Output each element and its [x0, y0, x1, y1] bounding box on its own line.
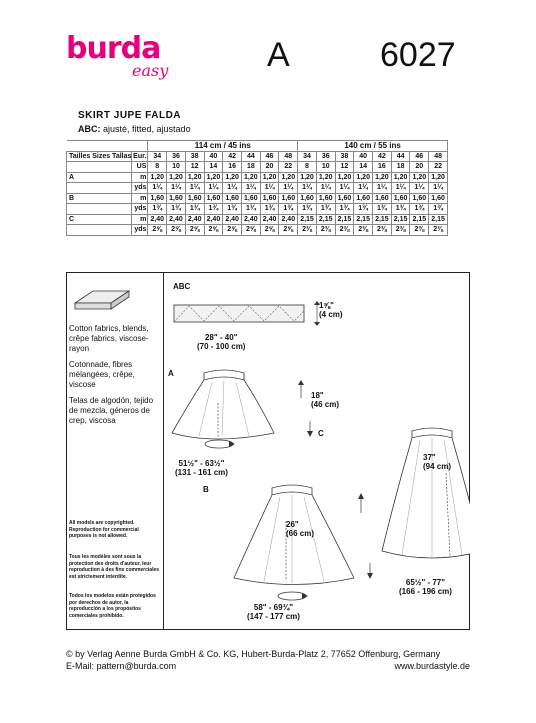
garment-subtitle [78, 124, 191, 134]
yardage-yds: 1¼ [354, 183, 373, 194]
yardage-yds: 1¼ [185, 183, 204, 194]
copyright-en: All models are copyrighted. Reproduction for commercial purposes is not allowed. [69, 520, 139, 539]
yardage-m: 1,20 [204, 172, 223, 183]
us-size: 8 [148, 162, 167, 173]
waistband-drawing [174, 301, 320, 326]
eur-size: 48 [279, 151, 298, 162]
pattern-letter: A [267, 36, 290, 74]
copyright-es: Todos los modelos están protegidos por derechos de autor, la reproducción a los propósitos comerciales prohibido. [69, 593, 156, 619]
fabric-suggestion-fr: Cotonnade, fibres mélangées, crêpe, viscose [69, 360, 135, 389]
yardage-m: 1,60 [373, 193, 392, 204]
yardage-m: 1,20 [167, 172, 186, 183]
yardage-yds: 1¼ [429, 183, 448, 194]
us-size: 12 [185, 162, 204, 173]
us-size: 16 [373, 162, 392, 173]
yardage-yds: 1¾ [391, 204, 410, 215]
yardage-m: 2,40 [167, 214, 186, 225]
a-length-in: 18" [311, 391, 324, 400]
a-hem-in: 51½" - 63½" [178, 459, 225, 468]
yardage-yds: 1¾ [279, 204, 298, 215]
yardage-yds: 2⅝ [260, 225, 279, 236]
fabric-suggestion-en: Cotton fabrics, blends, crêpe fabrics, viscose-rayon [69, 324, 149, 353]
yardage-m: 1,20 [429, 172, 448, 183]
garment-title: SKIRT JUPE FALDA [78, 110, 182, 121]
unit-m: m [132, 193, 148, 204]
copyright-fr: Tous les modèles sont sous la protection des droits d'auteur, leur reproduction à des fins commerciales est strictement interdite. [69, 554, 160, 580]
yardage-m: 1,20 [260, 172, 279, 183]
waistband-length-cm: (70 - 100 cm) [197, 342, 246, 351]
publisher-line: © by Verlag Aenne Burda GmbH & Co. KG, Hubert-Burda-Platz 2, 77652 Offenburg, Germany [66, 649, 441, 659]
email-line: E-Mail: pattern@burda.com [66, 661, 177, 671]
yardage-yds: 1¾ [223, 204, 242, 215]
table-cell [67, 162, 132, 173]
yardage-m: 1,60 [279, 193, 298, 204]
yardage-yds: 1¾ [204, 204, 223, 215]
view-label: C [67, 214, 132, 225]
unit-yds: yds [132, 183, 148, 194]
us-size: 22 [279, 162, 298, 173]
eur-size: 44 [241, 151, 260, 162]
yardage-yds: 1¾ [373, 204, 392, 215]
yardage-yds: 1¼ [260, 183, 279, 194]
us-size: 20 [260, 162, 279, 173]
table-corner [132, 141, 148, 152]
unit-m: m [132, 172, 148, 183]
yardage-yds: 1¾ [316, 204, 335, 215]
yardage-yds: 1¼ [391, 183, 410, 194]
yardage-m: 1,60 [316, 193, 335, 204]
brand-name: burda [66, 31, 161, 66]
pattern-number: 6027 [380, 36, 456, 74]
table-cell [67, 225, 132, 236]
c-length-in: 37" [423, 453, 436, 462]
yardage-m: 1,60 [204, 193, 223, 204]
yardage-yds: 2⅝ [279, 225, 298, 236]
yardage-m: 2,40 [260, 214, 279, 225]
yardage-yds: 1¾ [298, 204, 317, 215]
yardage-yds: 2⅝ [148, 225, 167, 236]
yardage-yds: 1¼ [167, 183, 186, 194]
yardage-m: 1,60 [223, 193, 242, 204]
yardage-yds: 2⅝ [204, 225, 223, 236]
eur-size: 36 [316, 151, 335, 162]
waistband-height-in: 1⅝" [319, 301, 334, 310]
us-size: 14 [354, 162, 373, 173]
yardage-m: 1,60 [354, 193, 373, 204]
view-c-label: C [318, 429, 324, 438]
fabric-icon [71, 277, 133, 315]
yardage-m: 1,60 [241, 193, 260, 204]
yardage-yds: 2⅜ [335, 225, 354, 236]
b-hem-cm: (147 - 177 cm) [247, 612, 300, 621]
yardage-yds: 1¼ [335, 183, 354, 194]
yardage-m: 1,20 [354, 172, 373, 183]
technical-drawing [164, 273, 470, 629]
b-length-cm: (66 cm) [286, 529, 315, 538]
yardage-row-yds [67, 183, 448, 194]
unit-m: m [132, 214, 148, 225]
us-size: 12 [335, 162, 354, 173]
diagram-panel [66, 272, 470, 630]
a-hem-width [175, 459, 228, 477]
yardage-m: 1,20 [223, 172, 242, 183]
yardage-m: 1,60 [298, 193, 317, 204]
eur-size: 42 [223, 151, 242, 162]
yardage-yds: 1¼ [204, 183, 223, 194]
view-label: B [67, 193, 132, 204]
view-b-label: B [203, 485, 209, 494]
us-size: 16 [223, 162, 242, 173]
yardage-m: 1,60 [391, 193, 410, 204]
eur-size: 44 [391, 151, 410, 162]
yardage-yds: 1¾ [185, 204, 204, 215]
yardage-m: 1,20 [279, 172, 298, 183]
yardage-m: 2,15 [316, 214, 335, 225]
eur-size-row [67, 151, 448, 162]
yardage-m: 2,15 [354, 214, 373, 225]
skirt-c-drawing [382, 428, 470, 558]
table-cell [67, 204, 132, 215]
yardage-yds: 1¼ [410, 183, 429, 194]
us-size: 20 [410, 162, 429, 173]
yardage-yds: 2⅜ [354, 225, 373, 236]
unit-yds: yds [132, 204, 148, 215]
view-abc-label: ABC [173, 282, 191, 291]
fabric-width-114: 114 cm / 45 ins [148, 141, 298, 152]
eur-size: 40 [204, 151, 223, 162]
b-length-in: 26" [286, 520, 299, 529]
waistband-length-in: 28" - 40" [204, 333, 238, 342]
yardage-m: 1,20 [335, 172, 354, 183]
sizes-label: Tailles Sizes Tallas [67, 151, 132, 162]
subtitle-views: ABC: [78, 124, 101, 134]
eur-size: 40 [354, 151, 373, 162]
waistband-height [319, 301, 343, 319]
yardage-m: 2,40 [185, 214, 204, 225]
skirt-b-drawing [234, 485, 373, 600]
yardage-yds: 2⅜ [429, 225, 448, 236]
yardage-yds: 1¾ [429, 204, 448, 215]
yardage-m: 1,20 [373, 172, 392, 183]
yardage-row-yds [67, 225, 448, 236]
yardage-row-m [67, 172, 448, 183]
b-length [286, 520, 314, 538]
yardage-yds: 2⅜ [410, 225, 429, 236]
skirt-a-drawing [172, 370, 313, 448]
c-length-cm: (94 cm) [423, 462, 452, 471]
eur-size: 34 [298, 151, 317, 162]
a-hem-cm: (131 - 161 cm) [175, 468, 228, 477]
yardage-yds: 1¼ [148, 183, 167, 194]
yardage-yds: 1¾ [241, 204, 260, 215]
us-size: 22 [429, 162, 448, 173]
yardage-m: 2,15 [391, 214, 410, 225]
eur-size: 34 [148, 151, 167, 162]
yardage-m: 1,60 [148, 193, 167, 204]
us-size-row [67, 162, 448, 173]
eur-label: Eur. [133, 152, 147, 160]
unit-yds: yds [132, 225, 148, 236]
eur-size: 36 [167, 151, 186, 162]
yardage-m: 1,20 [410, 172, 429, 183]
yardage-m: 2,40 [223, 214, 242, 225]
yardage-m: 1,20 [391, 172, 410, 183]
yardage-row-yds [67, 204, 448, 215]
yardage-yds: 1¾ [335, 204, 354, 215]
yardage-yds: 1¼ [373, 183, 392, 194]
eur-size: 46 [410, 151, 429, 162]
yardage-m: 2,15 [335, 214, 354, 225]
yardage-yds: 1¼ [316, 183, 335, 194]
us-size: 10 [167, 162, 186, 173]
yardage-yds: 1¼ [298, 183, 317, 194]
yardage-m: 2,15 [373, 214, 392, 225]
yardage-m: 2,40 [279, 214, 298, 225]
fabric-width-140: 140 cm / 55 ins [298, 141, 448, 152]
eur-size: 38 [185, 151, 204, 162]
yardage-row-m [67, 214, 448, 225]
footer [66, 648, 470, 672]
us-size: 14 [204, 162, 223, 173]
yardage-yds: 1¾ [167, 204, 186, 215]
yardage-m: 1,60 [429, 193, 448, 204]
b-hem-width [247, 603, 300, 621]
eur-size: 48 [429, 151, 448, 162]
table-cell [67, 183, 132, 194]
yardage-yds: 2⅜ [316, 225, 335, 236]
yardage-m: 1,20 [185, 172, 204, 183]
yardage-m: 1,60 [260, 193, 279, 204]
a-length-cm: (46 cm) [311, 400, 340, 409]
yardage-m: 2,15 [298, 214, 317, 225]
b-hem-in: 58" - 69¾" [253, 603, 294, 612]
view-a-label: A [168, 369, 174, 378]
eur-size: 38 [335, 151, 354, 162]
yardage-yds: 1¾ [260, 204, 279, 215]
yardage-m: 2,40 [241, 214, 260, 225]
yardage-table [66, 140, 448, 236]
burda-easy-logo [66, 31, 186, 91]
table-corner [67, 141, 132, 152]
c-hem-in: 65½" - 77" [405, 578, 446, 587]
yardage-m: 1,20 [316, 172, 335, 183]
yardage-yds: 1¾ [410, 204, 429, 215]
us-size: 18 [391, 162, 410, 173]
yardage-yds: 1¼ [223, 183, 242, 194]
yardage-m: 1,20 [148, 172, 167, 183]
brand-sub: easy [132, 61, 169, 80]
yardage-yds: 2⅜ [373, 225, 392, 236]
view-label: A [67, 172, 132, 183]
c-hem-cm: (166 - 196 cm) [399, 587, 452, 596]
waistband-length [197, 333, 245, 351]
yardage-m: 2,15 [410, 214, 429, 225]
us-size: 8 [298, 162, 317, 173]
yardage-yds: 2⅝ [223, 225, 242, 236]
table-header-row [67, 141, 448, 152]
yardage-yds: 1¼ [279, 183, 298, 194]
yardage-m: 1,60 [410, 193, 429, 204]
eur-size: 46 [260, 151, 279, 162]
yardage-yds: 2⅝ [167, 225, 186, 236]
yardage-m: 2,40 [148, 214, 167, 225]
us-size: 18 [241, 162, 260, 173]
yardage-m: 1,60 [185, 193, 204, 204]
a-length [311, 391, 339, 409]
yardage-yds: 2⅜ [391, 225, 410, 236]
us-size: 10 [316, 162, 335, 173]
yardage-m: 2,15 [429, 214, 448, 225]
c-hem-width [399, 578, 452, 596]
yardage-m: 1,20 [241, 172, 260, 183]
fabric-suggestion-es: Telas de algodón, tejido de mezcla, géneros de crep, viscosa [69, 396, 154, 425]
yardage-row-m [67, 193, 448, 204]
eur-size: 42 [373, 151, 392, 162]
yardage-yds: 2⅜ [298, 225, 317, 236]
yardage-m: 2,40 [204, 214, 223, 225]
yardage-yds: 1¼ [241, 183, 260, 194]
subtitle-fit: ajusté, fitted, ajustado [103, 124, 191, 134]
yardage-yds: 1¾ [354, 204, 373, 215]
yardage-yds: 2⅝ [241, 225, 260, 236]
yardage-m: 1,20 [298, 172, 317, 183]
yardage-m: 1,60 [335, 193, 354, 204]
yardage-m: 1,60 [167, 193, 186, 204]
waistband-height-cm: (4 cm) [319, 310, 343, 319]
yardage-yds: 1¾ [148, 204, 167, 215]
us-label: US [132, 162, 148, 173]
yardage-yds: 2⅝ [185, 225, 204, 236]
c-length [423, 453, 451, 471]
website-link[interactable]: www.burdastyle.de [394, 661, 470, 671]
